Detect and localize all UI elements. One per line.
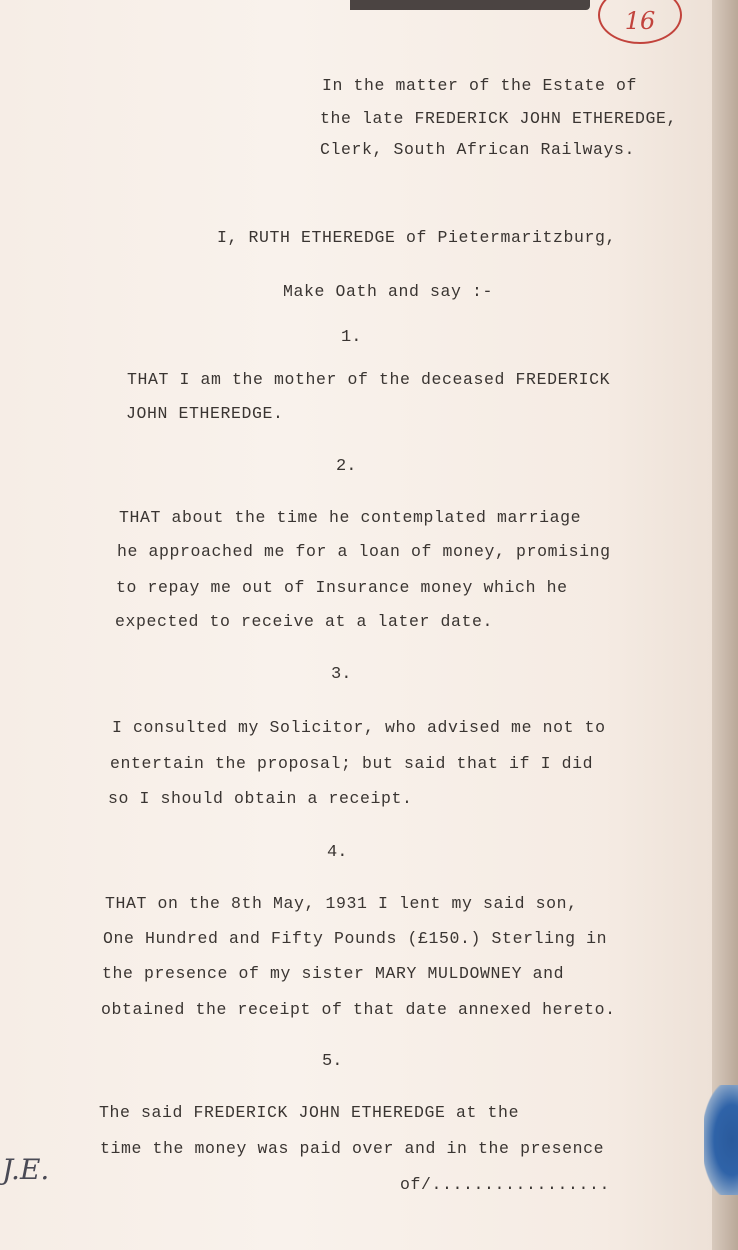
margin-initials: J.E. (2, 1153, 50, 1186)
matter-line-1: In the matter of the Estate of (322, 76, 638, 95)
paragraph-1-number: 1. (341, 328, 362, 347)
oath-line-2: Make Oath and say :- (283, 282, 494, 301)
paragraph-5-number: 5. (322, 1052, 343, 1071)
paragraph-1-line-1: THAT I am the mother of the deceased FREDERICK (127, 370, 611, 389)
paragraph-5-line-2: time the money was paid over and in the presence (100, 1139, 605, 1158)
paragraph-4-line-3: the presence of my sister MARY MULDOWNEY and (102, 964, 565, 983)
paragraph-4-line-2: One Hundred and Fifty Pounds (£150.) Sterling in (103, 929, 608, 948)
paragraph-3-number: 3. (331, 665, 352, 684)
paragraph-2-line-2: he approached me for a loan of money, promising (117, 542, 611, 561)
continuation-catchword: of/................. (400, 1175, 611, 1194)
binding-strip (350, 0, 590, 10)
paragraph-1-line-2: JOHN ETHEREDGE. (126, 404, 284, 423)
paragraph-2-number: 2. (336, 457, 357, 476)
paragraph-4-line-1: THAT on the 8th May, 1931 I lent my said son, (105, 894, 578, 913)
page-edge (712, 0, 738, 1250)
paragraph-3-line-3: so I should obtain a receipt. (108, 789, 413, 808)
seal-stamp (704, 1085, 738, 1195)
paragraph-2-line-3: to repay me out of Insurance money which he (116, 578, 568, 597)
matter-line-3: Clerk, South African Railways. (320, 140, 636, 159)
paragraph-5-line-1: The said FREDERICK JOHN ETHEREDGE at the (99, 1103, 520, 1122)
folio-number: 16 (598, 0, 682, 44)
paragraph-4-line-4: obtained the receipt of that date annexed hereto. (101, 1000, 616, 1019)
paragraph-2-line-4: expected to receive at a later date. (115, 612, 494, 631)
paragraph-4-number: 4. (327, 843, 348, 862)
matter-line-2: the late FREDERICK JOHN ETHEREDGE, (320, 109, 678, 128)
oath-line-1: I, RUTH ETHEREDGE of Pietermaritzburg, (217, 228, 617, 247)
paragraph-2-line-1: THAT about the time he contemplated marriage (119, 508, 582, 527)
paragraph-3-line-2: entertain the proposal; but said that if I did (110, 754, 594, 773)
paragraph-3-line-1: I consulted my Solicitor, who advised me not to (112, 718, 606, 737)
